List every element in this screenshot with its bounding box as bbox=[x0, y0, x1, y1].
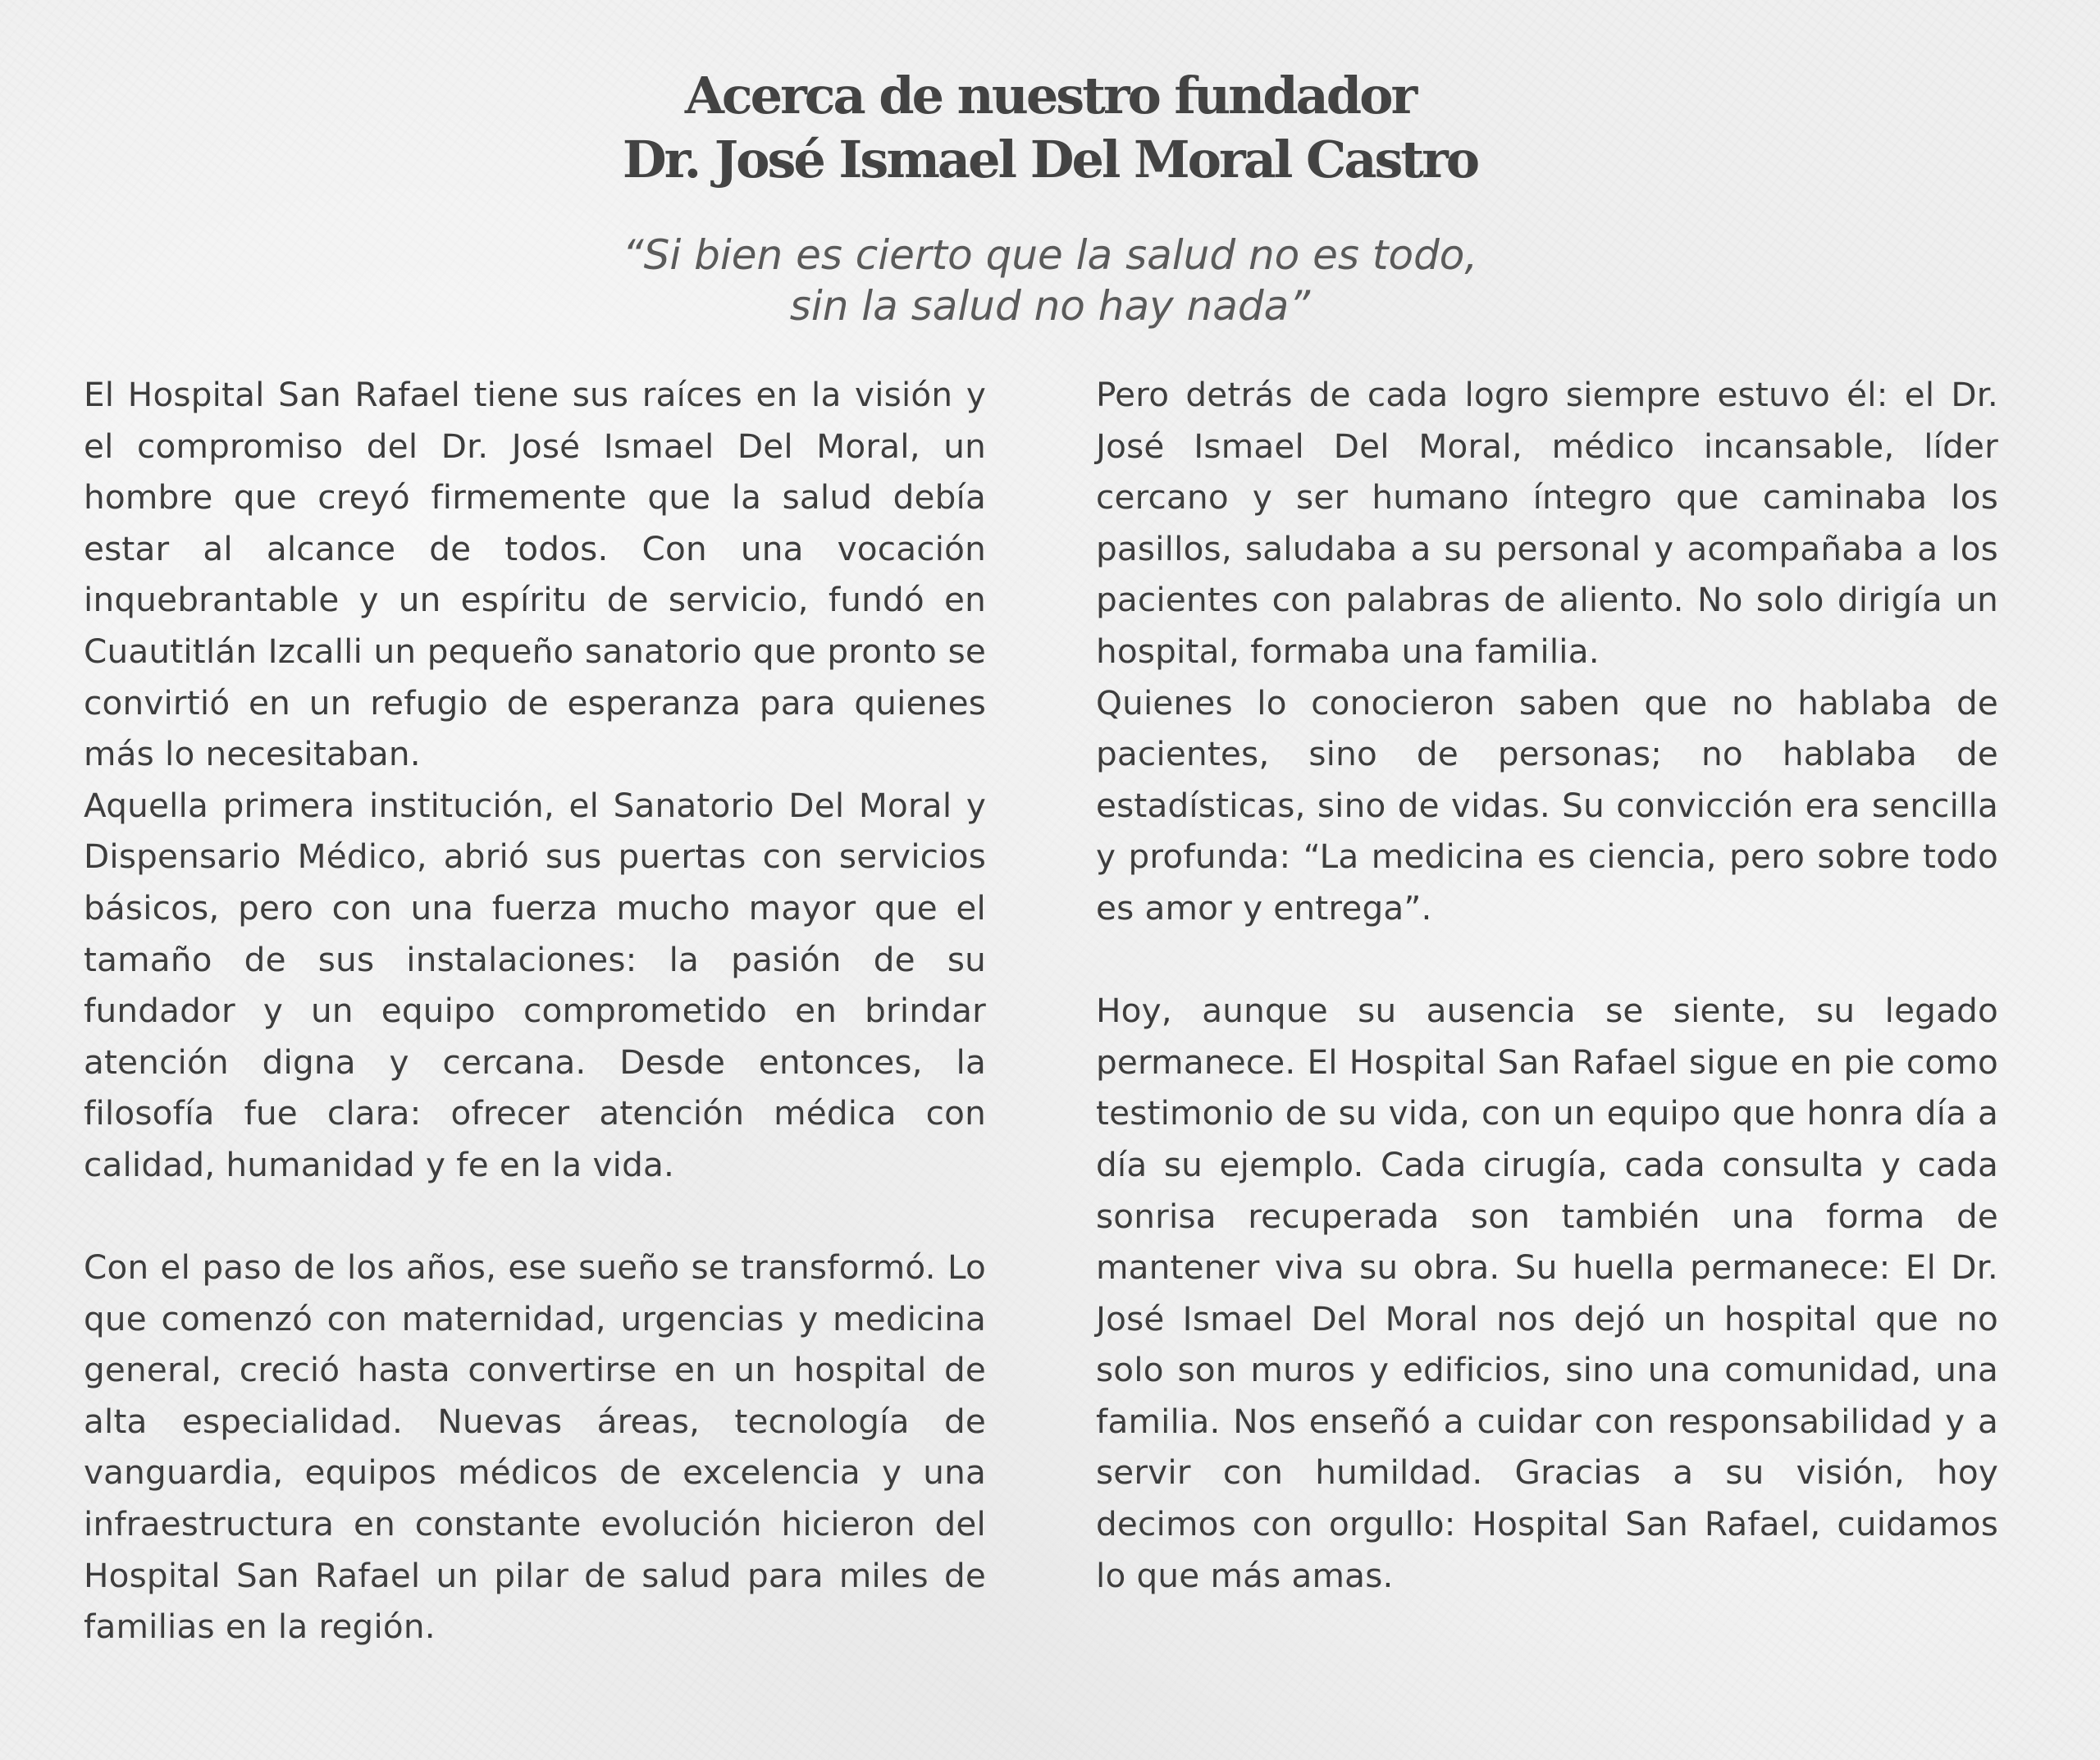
page-title-line-2: Dr. José Ismael Del Moral Castro bbox=[622, 130, 1478, 189]
founder-quote-line-1: “Si bien es cierto que la salud no es todo, bbox=[622, 231, 1478, 279]
left-paragraph-2: Aquella primera institución, el Sanatorio Del Moral y Dispensario Médico, abrió sus puertas con servicios básicos, pero con una fuerza mucho mayor que el tamaño de sus instalaciones: la pasión de su fundador y un equipo comprometido en brindar atención digna y cercana. Desde entonces, la filosofía fue clara: ofrecer atención médica con calidad, humanidad y fe en la vida. bbox=[84, 785, 986, 1184]
left-paragraph-1: El Hospital San Rafael tiene sus raíces en la visión y el compromiso del Dr. José Ismael Del Moral, un hombre que creyó firmemente que la salud debía estar al alcance de todos. Con una vocación inquebrantable y un espíritu de servicio, fundó en Cuautitlán Izcalli un pequeño sanatorio que pronto se convirtió en un refugio de esperanza para quienes más lo necesitaban. bbox=[84, 375, 986, 774]
right-paragraph-1: Pero detrás de cada logro siempre estuvo él: el Dr. José Ismael Del Moral, médico incansable, líder cercano y ser humano íntegro que caminaba los pasillos, saludaba a su personal y acompañaba a los pacientes con palabras de aliento. No solo dirigía un hospital, formaba una familia. bbox=[1096, 375, 1998, 671]
right-paragraph-3: Hoy, aunque su ausencia se siente, su legado permanece. El Hospital San Rafael sigue en pie como testimonio de su vida, con un equipo que honra día a día su ejemplo. Cada cirugía, cada consulta y cada sonrisa recuperada son también una forma de mantener viva su obra. Su huella permanece: El Dr. José Ismael Del Moral nos dejó un hospital que no solo son muros y edificios, sino una comunidad, una familia. Nos enseñó a cuidar con responsabilidad y a servir con humildad. Gracias a su visión, hoy decimos con orgullo: Hospital San Rafael, cuidamos lo que más amas. bbox=[1096, 991, 1998, 1595]
right-column bbox=[1096, 369, 1998, 1601]
left-paragraph-3: Con el paso de los años, ese sueño se transformó. Lo que comenzó con maternidad, urgencias y medicina general, creció hasta convertirse en un hospital de alta especialidad. Nuevas áreas, tecnología de vanguardia, equipos médicos de excelencia y una infraestructura en constante evolución hicieron del Hospital San Rafael un pilar de salud para miles de familias en la región. bbox=[84, 1247, 986, 1647]
page-title-line-1: Acerca de nuestro fundador bbox=[684, 66, 1416, 125]
page-title bbox=[0, 64, 2100, 192]
left-column bbox=[84, 369, 986, 1653]
founder-quote-line-2: sin la salud no hay nada” bbox=[789, 282, 1311, 330]
right-paragraph-2: Quienes lo conocieron saben que no hablaba de pacientes, sino de personas; no hablaba de estadísticas, sino de vidas. Su convicción era sencilla y profunda: “La medicina es ciencia, pero sobre todo es amor y entrega”. bbox=[1096, 682, 1998, 928]
founder-quote bbox=[0, 230, 2100, 331]
